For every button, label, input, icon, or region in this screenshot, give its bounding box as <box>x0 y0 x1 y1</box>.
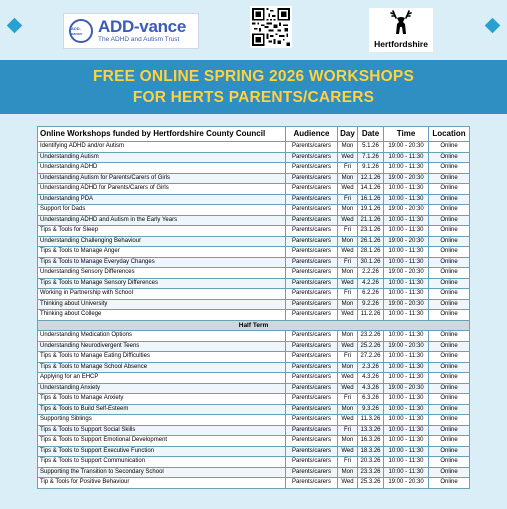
cell-audience: Parents/carers <box>286 467 338 478</box>
cell-day: Fri <box>338 457 358 468</box>
cell-date: 9.3.26 <box>358 404 384 415</box>
cell-workshop-title: Working in Partnership with School <box>38 289 286 300</box>
table-row <box>38 268 470 279</box>
header-time: Time <box>384 127 429 142</box>
header-date: Date <box>358 127 384 142</box>
cell-time: 10:00 - 11:30 <box>384 436 429 447</box>
cell-time: 10:00 - 11:30 <box>384 457 429 468</box>
cell-workshop-title: Tips & Tools to Manage Anger <box>38 247 286 258</box>
cell-date: 16.1.26 <box>358 194 384 205</box>
cell-workshop-title: Supporting the Transition to Secondary School <box>38 467 286 478</box>
cell-audience: Parents/carers <box>286 404 338 415</box>
cell-date: 19.1.26 <box>358 205 384 216</box>
cell-date: 9.2.26 <box>358 299 384 310</box>
cell-time: 10:00 - 11:30 <box>384 425 429 436</box>
cell-date: 14.1.26 <box>358 184 384 195</box>
cell-audience: Parents/carers <box>286 247 338 258</box>
cell-audience: Parents/carers <box>286 331 338 342</box>
cell-workshop-title: Tips & Tools to Support Executive Function <box>38 446 286 457</box>
cell-location: Online <box>429 362 470 373</box>
cell-location: Online <box>429 415 470 426</box>
cell-audience: Parents/carers <box>286 446 338 457</box>
cell-audience: Parents/carers <box>286 289 338 300</box>
cell-day: Mon <box>338 236 358 247</box>
cell-audience: Parents/carers <box>286 163 338 174</box>
cell-workshop-title: Understanding Medication Options <box>38 331 286 342</box>
cell-time: 10:00 - 11:30 <box>384 404 429 415</box>
table-row <box>38 310 470 321</box>
cell-workshop-title: Thinking about College <box>38 310 286 321</box>
cell-location: Online <box>429 268 470 279</box>
cell-time: 10:00 - 11:30 <box>384 194 429 205</box>
cell-location: Online <box>429 205 470 216</box>
cell-workshop-title: Understanding ADHD and Autism in the Early Years <box>38 215 286 226</box>
cell-date: 2.2.26 <box>358 268 384 279</box>
cell-day: Mon <box>338 173 358 184</box>
table-body-before <box>38 142 470 321</box>
cell-day: Wed <box>338 383 358 394</box>
cell-day: Wed <box>338 341 358 352</box>
table-row <box>38 215 470 226</box>
cell-workshop-title: Thinking about University <box>38 299 286 310</box>
cell-date: 23.2.26 <box>358 331 384 342</box>
cell-audience: Parents/carers <box>286 215 338 226</box>
title-banner <box>0 60 507 114</box>
cell-day: Fri <box>338 226 358 237</box>
cell-date: 4.3.26 <box>358 373 384 384</box>
cell-time: 10:00 - 11:30 <box>384 446 429 457</box>
table-row <box>38 226 470 237</box>
cell-workshop-title: Understanding ADHD <box>38 163 286 174</box>
table-row <box>38 436 470 447</box>
cell-date: 11.3.26 <box>358 415 384 426</box>
cell-day: Wed <box>338 247 358 258</box>
cell-time: 10:00 - 11:30 <box>384 467 429 478</box>
cell-day: Fri <box>338 163 358 174</box>
cell-day: Mon <box>338 436 358 447</box>
half-term-label: Half Term <box>38 320 470 331</box>
cell-workshop-title: Tips & Tools to Support Communication <box>38 457 286 468</box>
cell-time: 10:00 - 11:30 <box>384 352 429 363</box>
cell-date: 2.3.26 <box>358 362 384 373</box>
cell-time: 10:00 - 11:30 <box>384 289 429 300</box>
cell-location: Online <box>429 257 470 268</box>
cell-audience: Parents/carers <box>286 341 338 352</box>
cell-workshop-title: Tips & Tools to Manage Sensory Differences <box>38 278 286 289</box>
cell-workshop-title: Identifying ADHD and/or Autism <box>38 142 286 153</box>
cell-location: Online <box>429 467 470 478</box>
cell-workshop-title: Applying for an EHCP <box>38 373 286 384</box>
cell-date: 27.2.26 <box>358 352 384 363</box>
cell-audience: Parents/carers <box>286 257 338 268</box>
table-row <box>38 373 470 384</box>
cell-workshop-title: Understanding Challenging Behaviour <box>38 236 286 247</box>
qr-code-icon[interactable] <box>250 6 292 48</box>
addvance-tagline: The ADHD and Autism Trust <box>98 36 180 44</box>
table-row <box>38 362 470 373</box>
cell-audience: Parents/carers <box>286 436 338 447</box>
cell-time: 10:00 - 11:30 <box>384 184 429 195</box>
table-row <box>38 341 470 352</box>
banner-line-1: FREE ONLINE SPRING 2026 WORKSHOPS <box>93 68 414 85</box>
cell-location: Online <box>429 299 470 310</box>
table-row <box>38 415 470 426</box>
table-row <box>38 425 470 436</box>
cell-day: Mon <box>338 331 358 342</box>
cell-audience: Parents/carers <box>286 142 338 153</box>
workshop-table <box>37 126 470 489</box>
hertfordshire-logo <box>369 8 433 52</box>
cell-date: 12.1.26 <box>358 173 384 184</box>
cell-date: 16.3.26 <box>358 436 384 447</box>
cell-time: 10:00 - 11:30 <box>384 278 429 289</box>
cell-time: 10:00 - 11:30 <box>384 163 429 174</box>
cell-location: Online <box>429 383 470 394</box>
cell-time: 10:00 - 11:30 <box>384 362 429 373</box>
cell-audience: Parents/carers <box>286 299 338 310</box>
cell-time: 19:00 - 20:30 <box>384 268 429 279</box>
table-row <box>38 331 470 342</box>
cell-day: Mon <box>338 467 358 478</box>
cell-time: 10:00 - 11:30 <box>384 415 429 426</box>
cell-day: Mon <box>338 142 358 153</box>
cell-workshop-title: Tips & Tools to Support Emotional Development <box>38 436 286 447</box>
cell-audience: Parents/carers <box>286 383 338 394</box>
cell-audience: Parents/carers <box>286 415 338 426</box>
cell-audience: Parents/carers <box>286 278 338 289</box>
cell-location: Online <box>429 215 470 226</box>
header-title: Online Workshops funded by Hertfordshire County Council <box>38 127 286 142</box>
cell-workshop-title: Understanding Neurodivergent Teens <box>38 341 286 352</box>
table-row <box>38 152 470 163</box>
cell-audience: Parents/carers <box>286 478 338 489</box>
cell-time: 10:00 - 11:30 <box>384 247 429 258</box>
cell-location: Online <box>429 226 470 237</box>
table-row <box>38 142 470 153</box>
cell-date: 4.3.26 <box>358 383 384 394</box>
cell-time: 19:00 - 20:30 <box>384 173 429 184</box>
banner-line-2: FOR HERTS PARENTS/CARERS <box>132 89 375 106</box>
cell-workshop-title: Understanding Anxiety <box>38 383 286 394</box>
cell-location: Online <box>429 236 470 247</box>
cell-date: 9.1.26 <box>358 163 384 174</box>
cell-time: 19:00 - 20:30 <box>384 299 429 310</box>
header-location: Location <box>429 127 470 142</box>
table-row <box>38 173 470 184</box>
cell-location: Online <box>429 404 470 415</box>
cell-workshop-title: Tips & Tools to Manage Eating Difficulties <box>38 352 286 363</box>
cell-date: 7.1.26 <box>358 152 384 163</box>
cell-location: Online <box>429 310 470 321</box>
cell-audience: Parents/carers <box>286 194 338 205</box>
cell-date: 28.1.26 <box>358 247 384 258</box>
cell-date: 13.3.26 <box>358 425 384 436</box>
cell-location: Online <box>429 341 470 352</box>
cell-date: 4.2.26 <box>358 278 384 289</box>
cell-location: Online <box>429 142 470 153</box>
cell-day: Fri <box>338 425 358 436</box>
cell-day: Wed <box>338 184 358 195</box>
cell-time: 10:00 - 11:30 <box>384 226 429 237</box>
cell-time: 19:00 - 20:30 <box>384 383 429 394</box>
cell-workshop-title: Understanding Autism <box>38 152 286 163</box>
cell-workshop-title: Tips & Tools to Build Self-Esteem <box>38 404 286 415</box>
cell-day: Fri <box>338 194 358 205</box>
cell-day: Mon <box>338 404 358 415</box>
cell-workshop-title: Understanding PDA <box>38 194 286 205</box>
cell-day: Mon <box>338 362 358 373</box>
cell-date: 21.1.26 <box>358 215 384 226</box>
cell-location: Online <box>429 278 470 289</box>
cell-time: 19:00 - 20:30 <box>384 478 429 489</box>
cell-location: Online <box>429 446 470 457</box>
cell-audience: Parents/carers <box>286 362 338 373</box>
cell-day: Fri <box>338 289 358 300</box>
cell-location: Online <box>429 152 470 163</box>
cell-time: 10:00 - 11:30 <box>384 394 429 405</box>
cell-day: Mon <box>338 268 358 279</box>
cell-workshop-title: Understanding Autism for Parents/Carers of Girls <box>38 173 286 184</box>
cell-audience: Parents/carers <box>286 173 338 184</box>
cell-day: Wed <box>338 152 358 163</box>
cell-location: Online <box>429 436 470 447</box>
cell-workshop-title: Tips & Tools to Manage School Absence <box>38 362 286 373</box>
table-row <box>38 404 470 415</box>
table-row <box>38 478 470 489</box>
cell-day: Mon <box>338 205 358 216</box>
table-row <box>38 352 470 363</box>
table-row <box>38 383 470 394</box>
cell-day: Fri <box>338 352 358 363</box>
cell-time: 19:00 - 20:30 <box>384 341 429 352</box>
cell-time: 10:00 - 11:30 <box>384 331 429 342</box>
cell-day: Wed <box>338 278 358 289</box>
cell-workshop-title: Tips & Tools to Support Social Skills <box>38 425 286 436</box>
cell-audience: Parents/carers <box>286 152 338 163</box>
cell-date: 25.3.26 <box>358 478 384 489</box>
cell-location: Online <box>429 184 470 195</box>
cell-audience: Parents/carers <box>286 184 338 195</box>
table-row <box>38 394 470 405</box>
cell-date: 23.1.26 <box>358 226 384 237</box>
table-row <box>38 457 470 468</box>
table-row <box>38 236 470 247</box>
cell-workshop-title: Understanding Sensory Differences <box>38 268 286 279</box>
cell-location: Online <box>429 163 470 174</box>
table-row <box>38 257 470 268</box>
table-row <box>38 247 470 258</box>
table-header-row <box>38 127 470 142</box>
cell-time: 19:00 - 20:30 <box>384 142 429 153</box>
cell-day: Wed <box>338 373 358 384</box>
header-audience: Audience <box>286 127 338 142</box>
header-day: Day <box>338 127 358 142</box>
cell-location: Online <box>429 331 470 342</box>
cell-location: Online <box>429 289 470 300</box>
cell-audience: Parents/carers <box>286 394 338 405</box>
cell-date: 26.1.26 <box>358 236 384 247</box>
addvance-circle-text: ADD-vance <box>71 26 83 36</box>
table-row <box>38 163 470 174</box>
cell-workshop-title: Tips & Tools for Sleep <box>38 226 286 237</box>
cell-workshop-title: Tip & Tools for Positive Behaviour <box>38 478 286 489</box>
cell-location: Online <box>429 425 470 436</box>
cell-audience: Parents/carers <box>286 373 338 384</box>
cell-location: Online <box>429 457 470 468</box>
cell-time: 19:00 - 20:30 <box>384 236 429 247</box>
cell-location: Online <box>429 194 470 205</box>
cell-location: Online <box>429 352 470 363</box>
cell-day: Wed <box>338 478 358 489</box>
addvance-circle-icon <box>69 19 93 43</box>
cell-workshop-title: Tips & Tools to Manage Anxiety <box>38 394 286 405</box>
cell-audience: Parents/carers <box>286 310 338 321</box>
cell-day: Fri <box>338 257 358 268</box>
cell-audience: Parents/carers <box>286 226 338 237</box>
cell-workshop-title: Support for Dads <box>38 205 286 216</box>
cell-location: Online <box>429 247 470 258</box>
cell-location: Online <box>429 394 470 405</box>
decor-diamond-right-icon <box>485 18 501 34</box>
hertfordshire-name: Hertfordshire <box>374 39 428 49</box>
cell-date: 20.3.26 <box>358 457 384 468</box>
cell-audience: Parents/carers <box>286 425 338 436</box>
table-row <box>38 205 470 216</box>
cell-time: 10:00 - 11:30 <box>384 152 429 163</box>
cell-day: Wed <box>338 446 358 457</box>
cell-day: Fri <box>338 394 358 405</box>
table-row <box>38 278 470 289</box>
cell-time: 10:00 - 11:30 <box>384 373 429 384</box>
table-row <box>38 446 470 457</box>
cell-date: 30.1.26 <box>358 257 384 268</box>
cell-audience: Parents/carers <box>286 268 338 279</box>
table-row <box>38 184 470 195</box>
cell-date: 23.3.26 <box>358 467 384 478</box>
cell-audience: Parents/carers <box>286 352 338 363</box>
cell-day: Wed <box>338 415 358 426</box>
cell-location: Online <box>429 478 470 489</box>
table-row <box>38 299 470 310</box>
cell-day: Wed <box>338 215 358 226</box>
addvance-logo <box>63 13 199 49</box>
cell-date: 6.2.26 <box>358 289 384 300</box>
cell-time: 10:00 - 11:30 <box>384 257 429 268</box>
cell-location: Online <box>429 173 470 184</box>
cell-date: 25.2.26 <box>358 341 384 352</box>
cell-audience: Parents/carers <box>286 236 338 247</box>
table-body-after <box>38 331 470 489</box>
cell-day: Mon <box>338 299 358 310</box>
workshop-table-container <box>37 126 469 489</box>
cell-workshop-title: Understanding ADHD for Parents/Carers of Girls <box>38 184 286 195</box>
cell-workshop-title: Supporting Siblings <box>38 415 286 426</box>
cell-time: 19:00 - 20:30 <box>384 205 429 216</box>
cell-audience: Parents/carers <box>286 457 338 468</box>
table-row <box>38 467 470 478</box>
cell-location: Online <box>429 373 470 384</box>
decor-diamond-left-icon <box>7 18 23 34</box>
half-term-row <box>38 320 470 331</box>
hart-stag-icon <box>386 8 416 38</box>
cell-time: 10:00 - 11:30 <box>384 310 429 321</box>
cell-date: 11.2.26 <box>358 310 384 321</box>
cell-date: 5.1.26 <box>358 142 384 153</box>
cell-time: 10:00 - 11:30 <box>384 215 429 226</box>
cell-workshop-title: Tips & Tools to Manage Everyday Changes <box>38 257 286 268</box>
cell-audience: Parents/carers <box>286 205 338 216</box>
cell-date: 6.3.26 <box>358 394 384 405</box>
addvance-name: ADD-vance <box>98 17 186 37</box>
table-row <box>38 194 470 205</box>
table-row <box>38 289 470 300</box>
cell-date: 18.3.26 <box>358 446 384 457</box>
cell-day: Wed <box>338 310 358 321</box>
